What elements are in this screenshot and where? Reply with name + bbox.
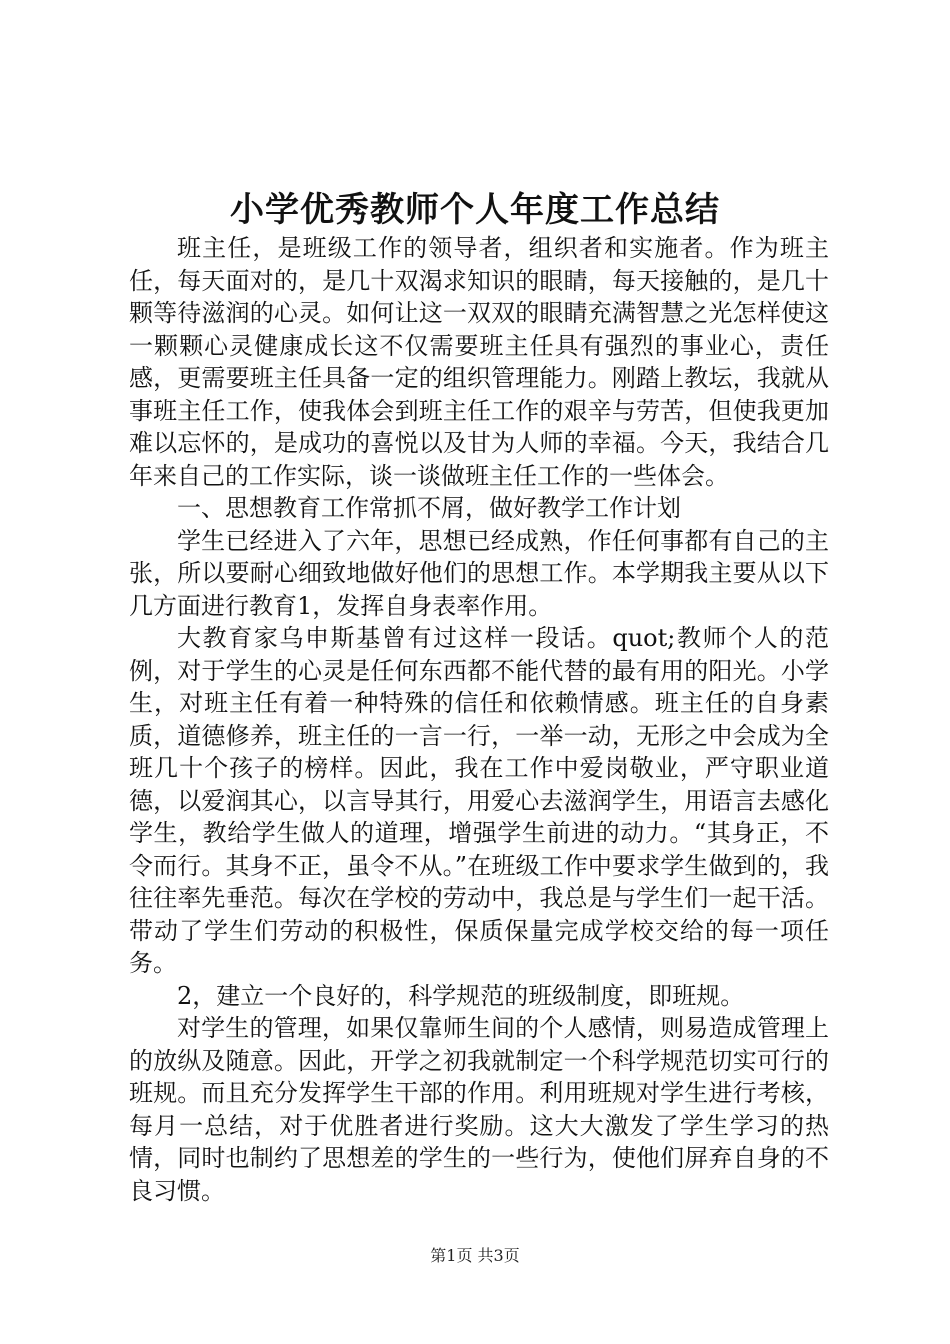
paragraph-class-rules: 对学生的管理，如果仅靠师生间的个人感情，则易造成管理上的放纵及随意。因此，开学之初我就制定一个科学规范切实可行的班规。而且充分发挥学生干部的作用。利用班规对学生进行考核，每月一总结，对于优胜者进行奖励。这大大激发了学生学习的热情，同时也制约了思想差的学生的一些行为，使他们屏弃自身的不良习惯。 (129, 1014, 829, 1205)
section-heading-2: 2，建立一个良好的，科学规范的班级制度，即班规。 (177, 981, 745, 1010)
document-body (129, 232, 829, 1207)
page-number: 第1页 共3页 (430, 1246, 520, 1265)
paragraph-students: 学生已经进入了六年，思想已经成熟，作任何事都有自己的主张，所以要耐心细致地做好他们的思想工作。本学期我主要从以下几方面进行教育1，发挥自身表率作用。 (129, 526, 829, 620)
paragraph-role-model: 大教育家乌申斯基曾有过这样一段话。quot;教师个人的范例，对于学生的心灵是任何东西都不能代替的最有用的阳光。小学生，对班主任有着一种特殊的信任和依赖情感。班主任的自身素质，道德修养，班主任的一言一行，一举一动，无形之中会成为全班几十个孩子的榜样。因此，我在工作中爱岗敬业，严守职业道德，以爱润其心，以言导其行，用爱心去滋润学生，用语言去感化学生，教给学生做人的道理，增强学生前进的动力。“其身正，不令而行。其身不正，虽令不从。”在班级工作中要求学生做到的，我往往率先垂范。每次在学校的劳动中，我总是与学生们一起干活。带动了学生们劳动的积极性，保质保量完成学校交给的每一项任务。 (129, 624, 829, 977)
paragraph-intro: 班主任，是班级工作的领导者，组织者和实施者。作为班主任，每天面对的，是几十双渴求知识的眼睛，每天接触的，是几十颗等待滋润的心灵。如何让这一双双的眼睛充满智慧之光怎样使这一颗颗心灵健康成长这不仅需要班主任具有强烈的事业心，责任感，更需要班主任具备一定的组织管理能力。刚踏上教坛，我就从事班主任工作，使我体会到班主任工作的艰辛与劳苦，但使我更加难以忘怀的，是成功的喜悦以及甘为人师的幸福。今天，我结合几年来自己的工作实际，谈一谈做班主任工作的一些体会。 (129, 234, 829, 490)
section-heading-1: 一、思想教育工作常抓不屑，做好教学工作计划 (177, 494, 681, 522)
document-title: 小学优秀教师个人年度工作总结 (230, 190, 720, 230)
